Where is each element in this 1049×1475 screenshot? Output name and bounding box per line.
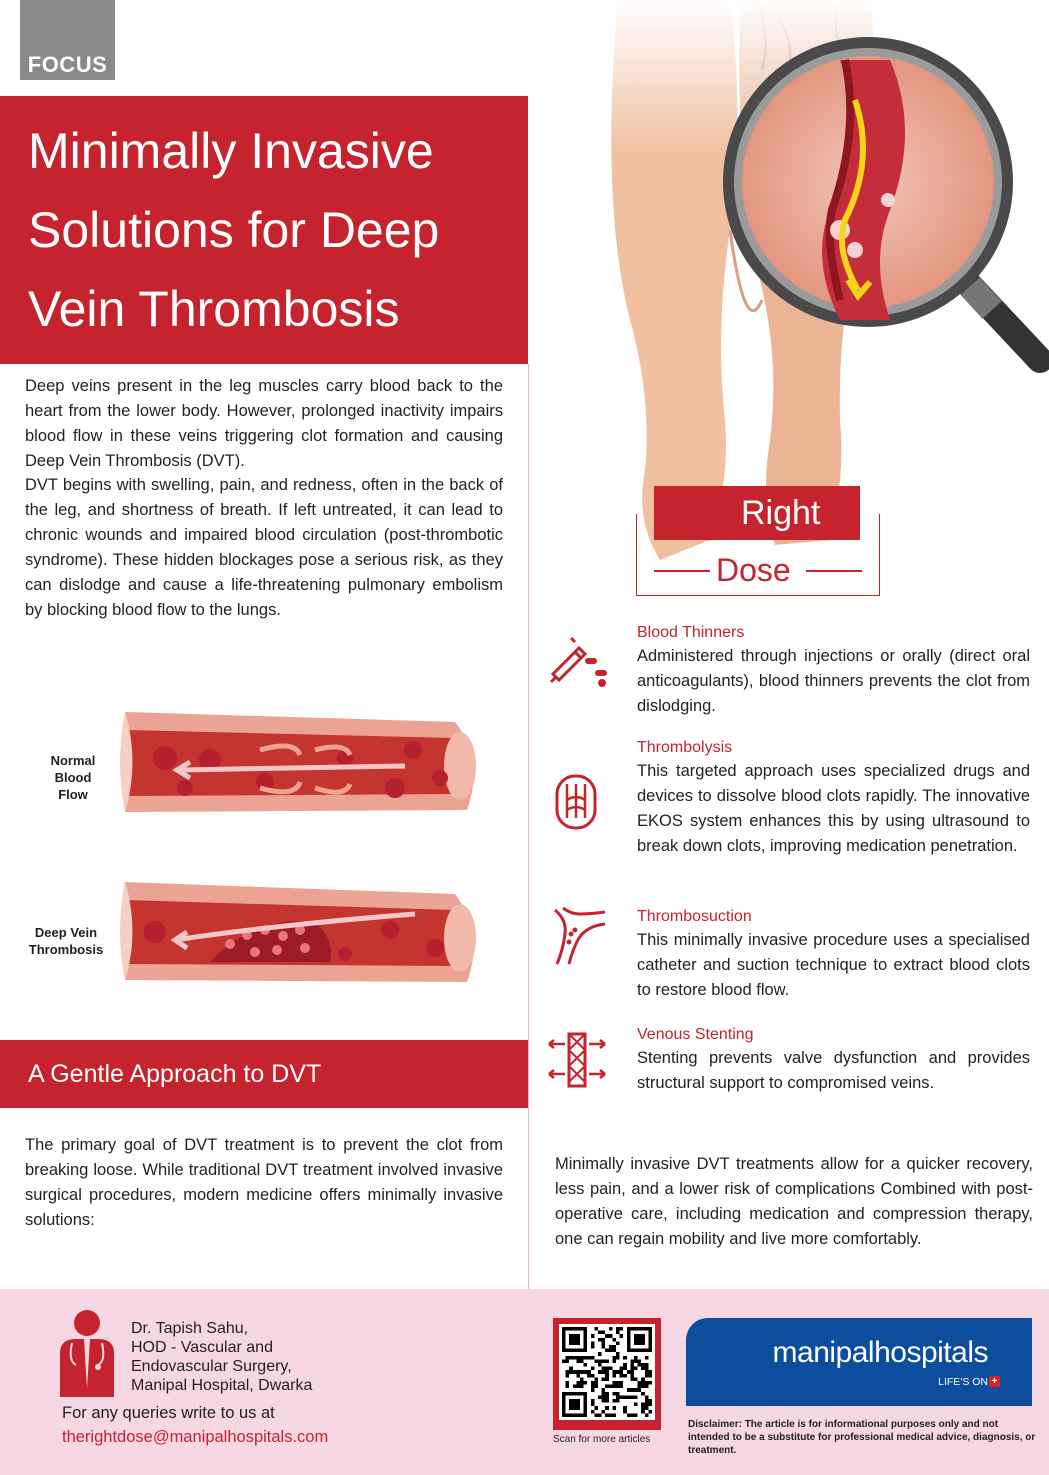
label-normal-blood-flow: Normal Blood Flow	[50, 753, 96, 802]
doctor-credit	[131, 1319, 312, 1395]
qr-caption: Scan for more articles	[553, 1434, 651, 1445]
right-dose-rule-left	[654, 570, 710, 572]
section-header-bar	[0, 1040, 528, 1108]
syringe-pills-icon	[545, 632, 607, 694]
section-heading: A Gentle Approach to DVT	[28, 1060, 322, 1088]
catheter-coil-icon	[545, 770, 607, 832]
treatment-body: Stenting prevents valve dysfunction and provides structural support to compromised veins.	[637, 1049, 1030, 1092]
treatment-thrombolysis	[637, 737, 1030, 859]
intro-paragraph-2: DVT begins with swelling, pain, and redness, often in the back of the leg, and shortness of breath. If left untreated, it can lead to chronic wounds and impaired blood circulation (post-thrombotic syndrome). These hidden blockages pose a serious risk, as they can dislodge and cause a life-threatening pulmonary embolism by blocking blood flow to the lungs.	[25, 476, 503, 619]
brand-name: manipalhospitals	[772, 1336, 988, 1369]
blood-vessel-diagram	[15, 700, 495, 1020]
focus-tag	[20, 0, 115, 80]
treatment-blood-thinners	[637, 622, 1030, 719]
doctor-name: Dr. Tapish Sahu,	[131, 1320, 249, 1337]
normal-vessel	[120, 712, 476, 812]
query-text: For any queries write to us at	[62, 1404, 275, 1422]
plus-cross-icon: +	[989, 1376, 1000, 1387]
qr-code[interactable]	[559, 1324, 655, 1420]
column-divider	[528, 364, 529, 1289]
vein-suction-icon	[545, 904, 607, 966]
title-banner	[0, 96, 528, 364]
treatment-title: Thrombolysis	[637, 739, 733, 756]
disclaimer-text: Disclaimer: The article is for informational purposes only and not intended to be a substitute for professional medical advice, diagnosis, or treatment.	[688, 1419, 1036, 1456]
right-dose-badge	[636, 486, 880, 596]
label-deep-vein-thrombosis: Deep Vein Thrombosis	[28, 925, 104, 957]
section-paragraph: The primary goal of DVT treatment is to prevent the clot from breaking loose. While traditional DVT treatment involved invasive surgical procedures, modern medicine offers minimally invasive solutions:	[25, 1136, 503, 1229]
vessel-illustration	[15, 700, 495, 1020]
qr-code-frame[interactable]	[553, 1318, 661, 1430]
right-dose-word-right: Right	[741, 494, 821, 532]
doctor-role-line-1: HOD - Vascular and	[131, 1339, 273, 1356]
doctor-hospital: Manipal Hospital, Dwarka	[131, 1377, 313, 1394]
treatment-title: Blood Thinners	[637, 624, 745, 641]
contact-email-link[interactable]: therightdose@manipalhospitals.com	[62, 1428, 329, 1446]
treatment-title: Venous Stenting	[637, 1026, 754, 1043]
conclusion-paragraph: Minimally invasive DVT treatments allow for a quicker recovery, less pain, and a lower risk of complications Combined with post-operative care, including medication and compression therapy, one can regain mobility and live more comfortably.	[555, 1155, 1033, 1248]
qr-code-pattern	[562, 1327, 652, 1417]
doctor-role-line-2: Endovascular Surgery,	[131, 1358, 292, 1375]
treatment-body: Administered through injections or orally (direct oral anticoagulants), blood thinners prevents the clot from dislodging.	[637, 647, 1030, 715]
right-dose-word-dose: Dose	[716, 552, 791, 588]
page-title: Minimally Invasive Solutions for Deep Vein Thrombosis	[28, 123, 440, 337]
manipal-hospitals-logo	[686, 1318, 1032, 1406]
stent-icon	[545, 1030, 607, 1092]
doctor-icon	[58, 1309, 116, 1397]
right-dose-rule-right	[806, 570, 862, 572]
focus-label: FOCUS	[27, 52, 108, 77]
treatment-body: This minimally invasive procedure uses a specialised catheter and suction technique to extract blood clots to restore blood flow.	[637, 931, 1030, 999]
treatment-thrombosuction	[637, 906, 1030, 1003]
brand-tagline: LIFE'S ON	[938, 1376, 988, 1388]
dvt-vessel	[120, 882, 476, 982]
treatment-venous-stenting	[637, 1024, 1030, 1096]
treatment-body: This targeted approach uses specialized drugs and devices to dissolve blood clots rapidly. The innovative EKOS system enhances this by using ultrasound to break down clots, improving medication penetration.	[637, 762, 1030, 855]
intro-paragraph-1: Deep veins present in the leg muscles carry blood back to the heart from the lower body. However, prolonged inactivity impairs blood flow in these veins triggering clot formation and causing Deep Vein Thrombosis (DVT).	[25, 377, 503, 470]
treatment-title: Thrombosuction	[637, 908, 752, 925]
